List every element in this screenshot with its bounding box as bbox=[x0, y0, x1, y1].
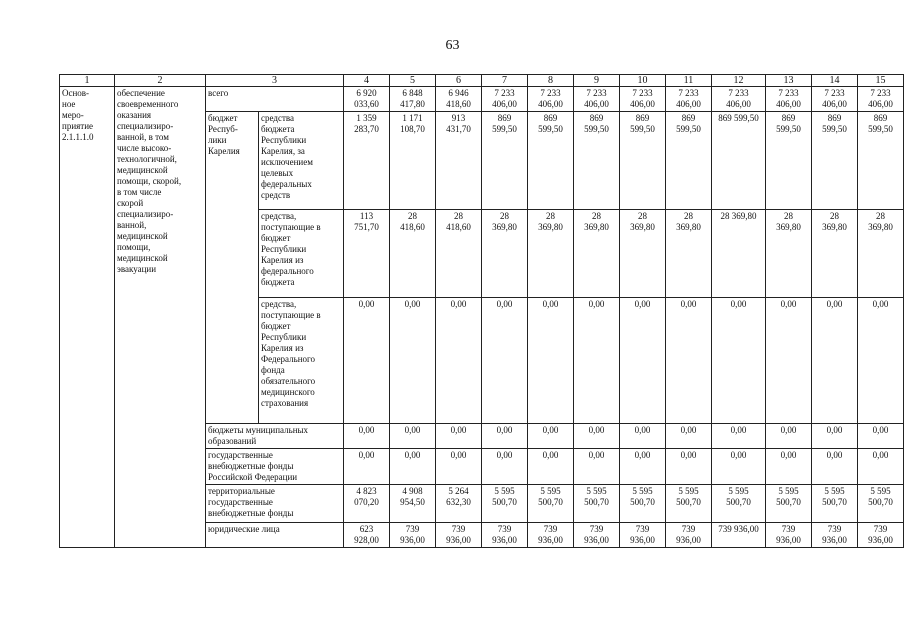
value-cell: 0,00 bbox=[574, 449, 620, 485]
value-cell: 739 936,00 bbox=[390, 523, 436, 548]
value-cell: 0,00 bbox=[436, 298, 482, 424]
value-cell: 0,00 bbox=[812, 424, 858, 449]
value-cell: 6 946 418,60 bbox=[436, 87, 482, 112]
value-cell: 0,00 bbox=[620, 298, 666, 424]
source-label-cell: средства, поступающие в бюджет Республики Карелия из Федерального фонда обязательного медицинского страхования bbox=[259, 298, 344, 424]
value-cell: 28 369,80 bbox=[482, 210, 528, 298]
header-cell: 4 bbox=[344, 75, 390, 87]
value-cell: 1 171 108,70 bbox=[390, 112, 436, 210]
value-cell: 1 359 283,70 bbox=[344, 112, 390, 210]
value-cell: 7 233 406,00 bbox=[858, 87, 904, 112]
value-cell: 5 595 500,70 bbox=[482, 485, 528, 523]
value-cell: 869 599,50 bbox=[482, 112, 528, 210]
budget-rk-label-cell: бюджет Респуб- лики Карелия bbox=[206, 112, 259, 424]
source-label-cell: государственные внебюджетные фонды Российской Федерации bbox=[206, 449, 344, 485]
value-cell: 739 936,00 bbox=[812, 523, 858, 548]
value-cell: 28 369,80 bbox=[766, 210, 812, 298]
value-cell: 0,00 bbox=[344, 298, 390, 424]
value-cell: 5 595 500,70 bbox=[528, 485, 574, 523]
source-label-cell: территориальные государственные внебюджетные фонды bbox=[206, 485, 344, 523]
header-cell: 13 bbox=[766, 75, 812, 87]
value-cell: 5 595 500,70 bbox=[812, 485, 858, 523]
value-cell: 0,00 bbox=[712, 424, 766, 449]
value-cell: 869 599,50 bbox=[858, 112, 904, 210]
value-cell: 7 233 406,00 bbox=[666, 87, 712, 112]
value-cell: 0,00 bbox=[620, 449, 666, 485]
value-cell: 869 599,50 bbox=[766, 112, 812, 210]
source-label-cell: юридические лица bbox=[206, 523, 344, 548]
value-cell: 869 599,50 bbox=[666, 112, 712, 210]
value-cell: 0,00 bbox=[344, 449, 390, 485]
header-cell: 11 bbox=[666, 75, 712, 87]
header-row bbox=[60, 75, 904, 87]
header-cell: 10 bbox=[620, 75, 666, 87]
value-cell: 0,00 bbox=[482, 298, 528, 424]
value-cell: 0,00 bbox=[482, 449, 528, 485]
header-cell: 12 bbox=[712, 75, 766, 87]
source-label-cell: всего bbox=[206, 87, 344, 112]
header-cell: 3 bbox=[206, 75, 344, 87]
value-cell: 0,00 bbox=[712, 449, 766, 485]
value-cell: 869 599,50 bbox=[812, 112, 858, 210]
value-cell: 869 599,50 bbox=[528, 112, 574, 210]
value-cell: 5 595 500,70 bbox=[620, 485, 666, 523]
value-cell: 7 233 406,00 bbox=[482, 87, 528, 112]
value-cell: 0,00 bbox=[766, 298, 812, 424]
value-cell: 28 369,80 bbox=[712, 210, 766, 298]
value-cell: 7 233 406,00 bbox=[620, 87, 666, 112]
value-cell: 0,00 bbox=[812, 298, 858, 424]
value-cell: 6 920 033,60 bbox=[344, 87, 390, 112]
header-cell: 1 bbox=[60, 75, 115, 87]
value-cell: 0,00 bbox=[344, 424, 390, 449]
value-cell: 0,00 bbox=[436, 424, 482, 449]
value-cell: 0,00 bbox=[858, 449, 904, 485]
value-cell: 0,00 bbox=[574, 298, 620, 424]
value-cell: 0,00 bbox=[620, 424, 666, 449]
value-cell: 0,00 bbox=[528, 424, 574, 449]
value-cell: 0,00 bbox=[766, 424, 812, 449]
page-number: 63 bbox=[445, 38, 460, 53]
header-cell: 6 bbox=[436, 75, 482, 87]
budget-table bbox=[59, 74, 904, 548]
value-cell: 5 595 500,70 bbox=[858, 485, 904, 523]
value-cell: 869 599,50 bbox=[712, 112, 766, 210]
header-cell: 14 bbox=[812, 75, 858, 87]
header-cell: 9 bbox=[574, 75, 620, 87]
value-cell: 0,00 bbox=[812, 449, 858, 485]
value-cell: 739 936,00 bbox=[766, 523, 812, 548]
value-cell: 5 595 500,70 bbox=[666, 485, 712, 523]
value-cell: 7 233 406,00 bbox=[528, 87, 574, 112]
value-cell: 0,00 bbox=[766, 449, 812, 485]
value-cell: 739 936,00 bbox=[666, 523, 712, 548]
value-cell: 7 233 406,00 bbox=[812, 87, 858, 112]
value-cell: 28 369,80 bbox=[666, 210, 712, 298]
value-cell: 0,00 bbox=[528, 449, 574, 485]
source-label-cell: средства, поступающие в бюджет Республики Карелия из федерального бюджета bbox=[259, 210, 344, 298]
value-cell: 113 751,70 bbox=[344, 210, 390, 298]
value-cell: 0,00 bbox=[858, 424, 904, 449]
value-cell: 869 599,50 bbox=[574, 112, 620, 210]
value-cell: 5 595 500,70 bbox=[712, 485, 766, 523]
value-cell: 0,00 bbox=[574, 424, 620, 449]
header-cell: 7 bbox=[482, 75, 528, 87]
value-cell: 869 599,50 bbox=[620, 112, 666, 210]
value-cell: 0,00 bbox=[390, 449, 436, 485]
value-cell: 7 233 406,00 bbox=[712, 87, 766, 112]
value-cell: 739 936,00 bbox=[482, 523, 528, 548]
header-cell: 15 bbox=[858, 75, 904, 87]
value-cell: 913 431,70 bbox=[436, 112, 482, 210]
value-cell: 739 936,00 bbox=[858, 523, 904, 548]
value-cell: 28 418,60 bbox=[436, 210, 482, 298]
value-cell: 5 264 632,30 bbox=[436, 485, 482, 523]
value-cell: 0,00 bbox=[666, 424, 712, 449]
value-cell: 739 936,00 bbox=[620, 523, 666, 548]
value-cell: 0,00 bbox=[712, 298, 766, 424]
value-cell: 739 936,00 bbox=[528, 523, 574, 548]
value-cell: 28 369,80 bbox=[528, 210, 574, 298]
value-cell: 0,00 bbox=[666, 449, 712, 485]
value-cell: 6 848 417,80 bbox=[390, 87, 436, 112]
header-cell: 8 bbox=[528, 75, 574, 87]
header-cell: 2 bbox=[115, 75, 206, 87]
value-cell: 28 369,80 bbox=[574, 210, 620, 298]
value-cell: 739 936,00 bbox=[574, 523, 620, 548]
header-cell: 5 bbox=[390, 75, 436, 87]
source-label-cell: бюджеты муниципальных образований bbox=[206, 424, 344, 449]
measure-name-cell: обеспечение своевременного оказания специализиро- ванной, в том числе высоко- технологичной, медицинской помощи, скорой, в том числе скорой специализиро- ванной, медицинской помощи, медицинской эвакуации bbox=[115, 87, 206, 548]
value-cell: 623 928,00 bbox=[344, 523, 390, 548]
table-row bbox=[60, 87, 904, 112]
value-cell: 739 936,00 bbox=[712, 523, 766, 548]
value-cell: 0,00 bbox=[666, 298, 712, 424]
value-cell: 0,00 bbox=[390, 424, 436, 449]
value-cell: 28 369,80 bbox=[858, 210, 904, 298]
value-cell: 7 233 406,00 bbox=[766, 87, 812, 112]
measure-code-cell: Основ- ное меро- приятие 2.1.1.1.0 bbox=[60, 87, 115, 548]
value-cell: 28 418,60 bbox=[390, 210, 436, 298]
value-cell: 5 595 500,70 bbox=[766, 485, 812, 523]
value-cell: 28 369,80 bbox=[620, 210, 666, 298]
value-cell: 0,00 bbox=[390, 298, 436, 424]
value-cell: 0,00 bbox=[858, 298, 904, 424]
value-cell: 4 908 954,50 bbox=[390, 485, 436, 523]
value-cell: 7 233 406,00 bbox=[574, 87, 620, 112]
value-cell: 5 595 500,70 bbox=[574, 485, 620, 523]
value-cell: 0,00 bbox=[436, 449, 482, 485]
value-cell: 739 936,00 bbox=[436, 523, 482, 548]
value-cell: 4 823 070,20 bbox=[344, 485, 390, 523]
value-cell: 0,00 bbox=[482, 424, 528, 449]
value-cell: 0,00 bbox=[528, 298, 574, 424]
source-label-cell: средства бюджета Республики Карелия, за исключением целевых федеральных средств bbox=[259, 112, 344, 210]
value-cell: 28 369,80 bbox=[812, 210, 858, 298]
